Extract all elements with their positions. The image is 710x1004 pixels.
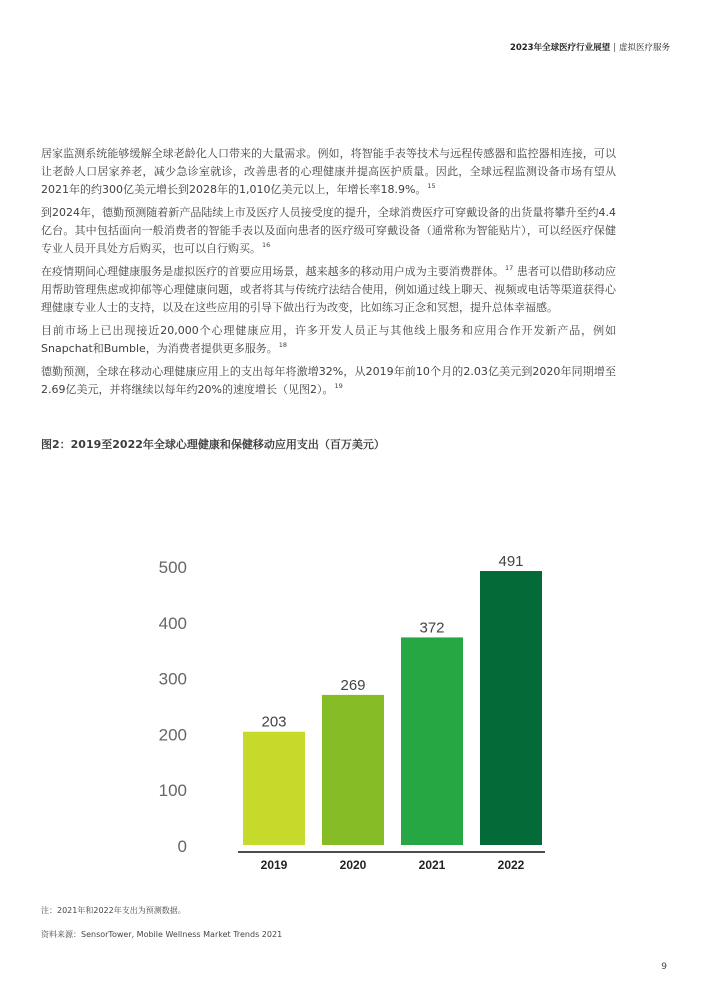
bar-2020	[322, 695, 384, 845]
header-separator: |	[613, 43, 616, 53]
footnote-ref[interactable]: 17	[505, 264, 514, 273]
y-tick-label: 0	[177, 837, 187, 856]
chart-note: 注：2021年和2022年支出为预测数据。	[41, 906, 186, 915]
page-number: 9	[661, 962, 667, 972]
paragraph-text: 居家监测系统能够缓解全球老龄化人口带来的大量需求。例如，将智能手表等技术与远程传感器和监控器相连接，可以让老龄人口居家养老，减少急诊室就诊，改善患者的心理健康并提高医护质量。因此，全球远程监测设备市场有望从2021年的约300亿美元增长到2028年的1,010亿美元以上，年增长率18.9%。	[41, 147, 616, 196]
paragraph-text: 患者可以借助移动应用帮助管理焦虑或抑郁等心理健康问题，或者将其与传统疗法结合使用，例如通过线上聊天、视频或电话等渠道获得心理健康专业人士的支持，以及在这些应用的引导下做出行为改变，比如练习正念和冥想，提升总体幸福感。	[41, 265, 617, 314]
x-tick-label: 2021	[418, 858, 446, 872]
report-title: 2023年全球医疗行业展望	[509, 43, 611, 53]
y-tick-label: 100	[158, 781, 187, 801]
footnote-ref[interactable]: 16	[262, 241, 271, 250]
y-tick-label: 300	[158, 669, 187, 689]
footnote-ref[interactable]: 18	[278, 341, 288, 350]
data-label: 491	[498, 553, 524, 571]
footnote-ref[interactable]: 19	[334, 382, 343, 391]
chart-source: 资料来源：SensorTower, Mobile Wellness Market Trends 2021	[41, 930, 283, 939]
data-label: 203	[261, 713, 287, 731]
bar-2019	[243, 732, 305, 845]
data-label: 269	[340, 676, 366, 694]
data-label: 372	[419, 619, 445, 637]
paragraph-text: 到2024年，德勤预测随着新产品陆续上市及医疗人员接受度的提升，全球消费医疗可穿戴设备的出货量将攀升至约4.4亿台。其中包括面向一般消费者的智能手表以及面向患者的医疗级可穿戴设备（通常称为智能贴片），可以经医疗保健专业人员开具处方后购买，也可以自行购买。	[41, 206, 616, 255]
paragraph-text: 目前市场上已出现接近20,000个心理健康应用，许多开发人员正与其他线上服务和应用合作开发新产品，例如Snapchat和Bumble，为消费者提供更多服务。	[41, 324, 616, 355]
y-tick-label: 500	[158, 558, 187, 577]
bar-2021	[401, 637, 463, 845]
x-tick-label: 2020	[339, 858, 367, 872]
section-name: 虚拟医疗服务	[618, 43, 670, 53]
y-tick-label: 200	[158, 725, 187, 745]
figure-title: 图2：2019至2022年全球心理健康和保健移动应用支出（百万美元）	[41, 438, 385, 451]
paragraph-text: 德勤预测，全球在移动心理健康应用上的支出每年将激增32%，从2019年前10个月的2.03亿美元到2020年同期增至2.69亿美元，并将继续以每年约20%的速度增长（见图2）。	[41, 365, 616, 396]
x-tick-label: 2022	[497, 858, 525, 872]
paragraph-text: 在疫情期间心理健康服务是虚拟医疗的首要应用场景，越来越多的移动用户成为主要消费群体。	[41, 265, 505, 278]
x-tick-label: 2019	[260, 858, 288, 872]
footnote-ref[interactable]: 15	[427, 182, 436, 191]
bar-2022	[480, 571, 542, 845]
y-tick-label: 400	[158, 613, 187, 633]
